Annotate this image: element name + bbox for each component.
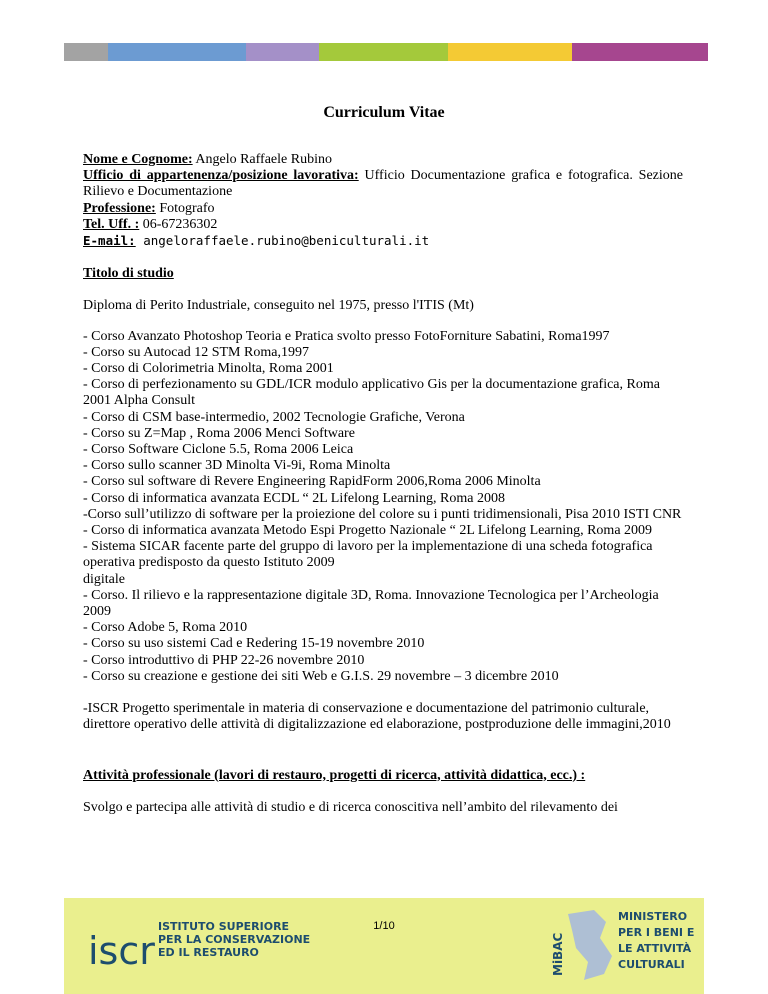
course-item: - Corso su Autocad 12 STM Roma,1997 bbox=[83, 344, 309, 360]
page-number: 1/10 bbox=[373, 920, 395, 932]
activity-heading: Attività professionale (lavori di restauro, progetti di ricerca, attività didattica, ecc.) : bbox=[83, 767, 586, 783]
iscr-line-2: PER LA CONSERVAZIONE bbox=[158, 933, 311, 946]
course-item: - Corso di perfezionamento su GDL/ICR modulo applicativo Gis per la documentazione grafica, Roma 2001 Alpha Consult bbox=[83, 377, 660, 409]
header-color-bar bbox=[64, 43, 708, 61]
mibac-logo bbox=[551, 904, 704, 986]
course-item: - Corso sullo scanner 3D Minolta Vi-9i, Roma Minolta bbox=[83, 458, 391, 474]
personal-profession: Professione: Fotografo bbox=[83, 200, 215, 216]
iscr-project: -ISCR Progetto sperimentale in materia di conservazione e documentazione del patrimonio culturale, direttore operativo delle attività di digitalizzazione ed elaborazione, postproduzione delle immagini,2010 bbox=[83, 701, 671, 733]
italy-map-icon bbox=[568, 910, 612, 980]
color-block bbox=[572, 43, 708, 61]
course-item: digitale bbox=[83, 571, 125, 587]
course-item: - Corso di Colorimetria Minolta, Roma 2001 bbox=[83, 361, 334, 377]
document-title: Curriculum Vitae bbox=[323, 104, 445, 121]
mibac-line-2: PER I BENI E bbox=[618, 926, 695, 939]
study-heading: Titolo di studio bbox=[83, 266, 174, 282]
course-item: - Corso su creazione e gestione dei siti Web e G.I.S. 29 novembre – 3 dicembre 2010 bbox=[83, 668, 559, 684]
iscr-line-3: ED IL RESTAURO bbox=[158, 946, 259, 959]
course-item: - Corso sul software di Revere Engineering RapidForm 2006,Roma 2006 Minolta bbox=[83, 474, 541, 490]
personal-phone: Tel. Uff. : 06-67236302 bbox=[83, 216, 218, 232]
mibac-line-1: MINISTERO bbox=[618, 910, 688, 923]
color-block bbox=[108, 43, 246, 61]
color-block bbox=[319, 43, 448, 61]
course-item: - Corso Avanzato Photoshop Teoria e Pratica svolto presso FotoForniture Sabatini, Roma1997 bbox=[83, 328, 610, 344]
course-item: - Corso Software Ciclone 5.5, Roma 2006 Leica bbox=[83, 442, 354, 458]
course-item: - Corso Adobe 5, Roma 2010 bbox=[83, 620, 248, 636]
course-item: - Corso introduttivo di PHP 22-26 novembre 2010 bbox=[83, 652, 365, 668]
personal-office: Ufficio di appartenenza/posizione lavorativa: Ufficio Documentazione grafica e fotografica. Sezione Rilievo e Documentazione bbox=[83, 168, 683, 200]
personal-email: E-mail: angeloraffaele.rubino@beniculturali.it bbox=[83, 233, 430, 249]
color-block bbox=[246, 43, 319, 61]
course-item: - Corso su uso sistemi Cad e Redering 15-19 novembre 2010 bbox=[83, 636, 425, 652]
color-block bbox=[64, 43, 108, 61]
iscr-line-1: ISTITUTO SUPERIORE bbox=[158, 920, 290, 933]
mibac-line-3: LE ATTIVITÀ bbox=[618, 942, 692, 955]
color-block bbox=[448, 43, 572, 61]
diploma: Diploma di Perito Industriale, conseguito nel 1975, presso l'ITIS (Mt) bbox=[83, 298, 474, 314]
page-footer bbox=[64, 898, 704, 994]
mibac-mark: MiBAC bbox=[551, 932, 565, 976]
course-item: - Corso di CSM base-intermedio, 2002 Tecnologie Grafiche, Verona bbox=[83, 409, 465, 425]
course-item: - Corso di informatica avanzata ECDL “ 2L Lifelong Learning, Roma 2008 bbox=[83, 490, 505, 506]
course-item: - Corso di informatica avanzata Metodo Espi Progetto Nazionale “ 2L Lifelong Learning, Roma 2009 bbox=[83, 523, 653, 539]
courses-list bbox=[83, 329, 683, 685]
mibac-line-4: CULTURALI bbox=[618, 958, 685, 971]
personal-name: Nome e Cognome: Angelo Raffaele Rubino bbox=[83, 152, 332, 167]
iscr-mark: iscr bbox=[88, 929, 155, 973]
course-item: - Corso. Il rilievo e la rappresentazione digitale 3D, Roma. Innovazione Tecnologica per l’Archeologia 2009 bbox=[83, 587, 659, 620]
course-item: -Corso sull’utilizzo di software per la proiezione del colore su i punti tridimensionali, Pisa 2010 ISTI CNR bbox=[83, 506, 682, 522]
activity-text: Svolgo e partecipa alle attività di studio e di ricerca conoscitiva nell’ambito del rilevamento dei bbox=[83, 799, 618, 815]
document-body bbox=[83, 152, 683, 816]
course-item: - Corso su Z=Map , Roma 2006 Menci Software bbox=[83, 425, 355, 441]
course-item: - Sistema SICAR facente parte del gruppo di lavoro per la implementazione di una scheda fotografica operativa predisposto da questo Istituto 2009 bbox=[83, 539, 653, 571]
